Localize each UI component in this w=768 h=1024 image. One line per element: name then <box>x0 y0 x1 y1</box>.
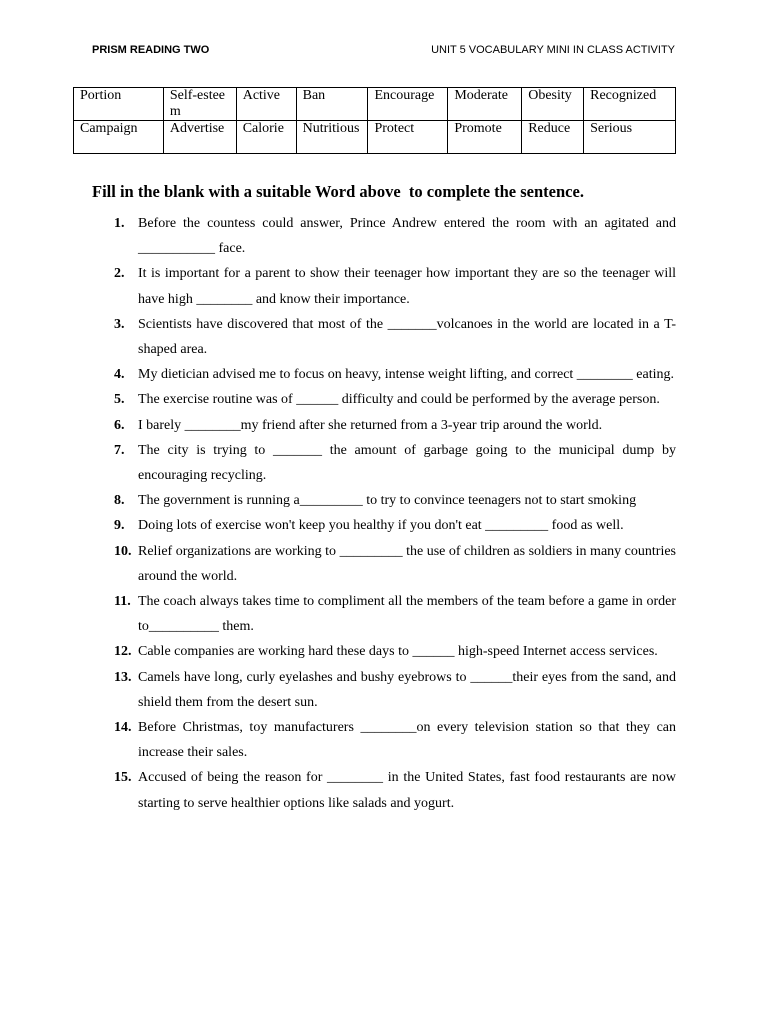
vocabulary-word: Moderate <box>448 88 522 121</box>
question-item <box>92 513 676 538</box>
question-number-label: 5. <box>114 392 125 408</box>
question-text: The government is running a_________ to try to convince teenagers not to start smoking <box>138 493 637 509</box>
vocabulary-word: Ban <box>296 88 368 121</box>
question-number-label: 11. <box>114 594 131 610</box>
question-item <box>92 589 676 639</box>
question-number-label: 2. <box>114 266 125 282</box>
question-item <box>92 488 676 513</box>
question-number-label: 15. <box>114 770 132 786</box>
question-number-label: 13. <box>114 669 132 685</box>
vocabulary-table <box>73 87 676 154</box>
header-course-title: PRISM READING TWO <box>92 44 210 56</box>
question-item <box>92 765 676 815</box>
question-text: The coach always takes time to compliment all the members of the team before a game in order to__________ them. <box>138 594 676 635</box>
question-number <box>92 211 138 261</box>
question-number <box>92 639 138 664</box>
vocabulary-word: Obesity <box>522 88 584 121</box>
vocabulary-word: Nutritious <box>296 121 368 154</box>
question-number <box>92 539 138 589</box>
question-number-label: 12. <box>114 644 132 660</box>
question-item <box>92 413 676 438</box>
question-text: Cable companies are working hard these days to ______ high-speed Internet access services. <box>138 644 658 660</box>
question-number-label: 1. <box>114 216 125 231</box>
vocabulary-word: Calorie <box>236 121 296 154</box>
question-text: Before the countess could answer, Prince Andrew entered the room with an agitated and ___________ face. <box>138 216 676 257</box>
vocabulary-word: Reduce <box>522 121 584 154</box>
question-text: Before Christmas, toy manufacturers ________on every television station so that they can increase their sales. <box>138 720 676 761</box>
question-text: Relief organizations are working to _________ the use of children as soldiers in many countries around the world. <box>138 543 676 584</box>
question-text: I barely ________my friend after she returned from a 3-year trip around the world. <box>138 417 603 433</box>
vocabulary-word: Portion <box>74 88 164 121</box>
question-item <box>92 639 676 664</box>
question-item <box>92 211 676 261</box>
question-item <box>92 312 676 362</box>
question-text: Scientists have discovered that most of the _______volcanoes in the world are located in a T-shaped area. <box>138 316 676 358</box>
question-text: The exercise routine was of ______ difficulty and could be performed by the average person. <box>138 392 660 408</box>
instruction-heading: Fill in the blank with a suitable Word above to complete the sentence. <box>92 182 584 201</box>
question-number <box>92 589 138 639</box>
question-number <box>92 261 138 311</box>
question-text: It is important for a parent to show their teenager how important they are so the teenager will have high ________ and know their importance. <box>138 266 676 307</box>
question-text: Camels have long, curly eyelashes and bushy eyebrows to ______their eyes from the sand, and shield them from the desert sun. <box>138 669 676 710</box>
vocabulary-word: Active <box>236 88 296 121</box>
question-number <box>92 765 138 815</box>
vocabulary-word: Promote <box>448 121 522 154</box>
question-number-label: 8. <box>114 493 125 509</box>
question-number <box>92 312 138 362</box>
vocabulary-row <box>74 121 676 154</box>
question-number-label: 9. <box>114 518 125 534</box>
question-number <box>92 513 138 538</box>
vocabulary-word: Recognized <box>584 88 676 121</box>
question-item <box>92 665 676 715</box>
question-number <box>92 413 138 438</box>
question-text: The city is trying to _______ the amount of garbage going to the municipal dump by encouraging recycling. <box>138 442 676 484</box>
question-number-label: 6. <box>114 417 125 433</box>
question-number-label: 3. <box>114 316 125 332</box>
vocabulary-word: Protect <box>368 121 448 154</box>
vocabulary-word: Campaign <box>74 121 164 154</box>
question-item <box>92 387 676 412</box>
page-header <box>92 44 675 56</box>
question-number-label: 14. <box>114 720 132 736</box>
question-number <box>92 387 138 412</box>
question-item <box>92 362 676 387</box>
vocabulary-word: Encourage <box>368 88 448 121</box>
question-text: Accused of being the reason for ________ in the United States, fast food restaurants are now starting to serve healthier options like salads and yogurt. <box>138 770 676 811</box>
question-number <box>92 488 138 513</box>
question-item <box>92 438 676 488</box>
question-number <box>92 715 138 765</box>
header-unit-title: UNIT 5 VOCABULARY MINI IN CLASS ACTIVITY <box>431 44 675 56</box>
question-number-label: 4. <box>114 367 125 383</box>
question-list <box>92 211 676 816</box>
question-item <box>92 261 676 311</box>
vocabulary-row <box>74 88 676 121</box>
question-item <box>92 539 676 589</box>
question-text: My dietician advised me to focus on heavy, intense weight lifting, and correct ________ eating. <box>138 367 675 383</box>
vocabulary-word: Self-esteem <box>163 88 236 121</box>
question-number <box>92 438 138 488</box>
question-number-label: 10. <box>114 543 132 559</box>
question-number-label: 7. <box>114 442 125 458</box>
vocabulary-word: Serious <box>584 121 676 154</box>
vocabulary-word: Advertise <box>163 121 236 154</box>
question-text: Doing lots of exercise won't keep you healthy if you don't eat _________ food as well. <box>138 518 624 534</box>
question-item <box>92 715 676 765</box>
question-number <box>92 362 138 387</box>
question-number <box>92 665 138 715</box>
